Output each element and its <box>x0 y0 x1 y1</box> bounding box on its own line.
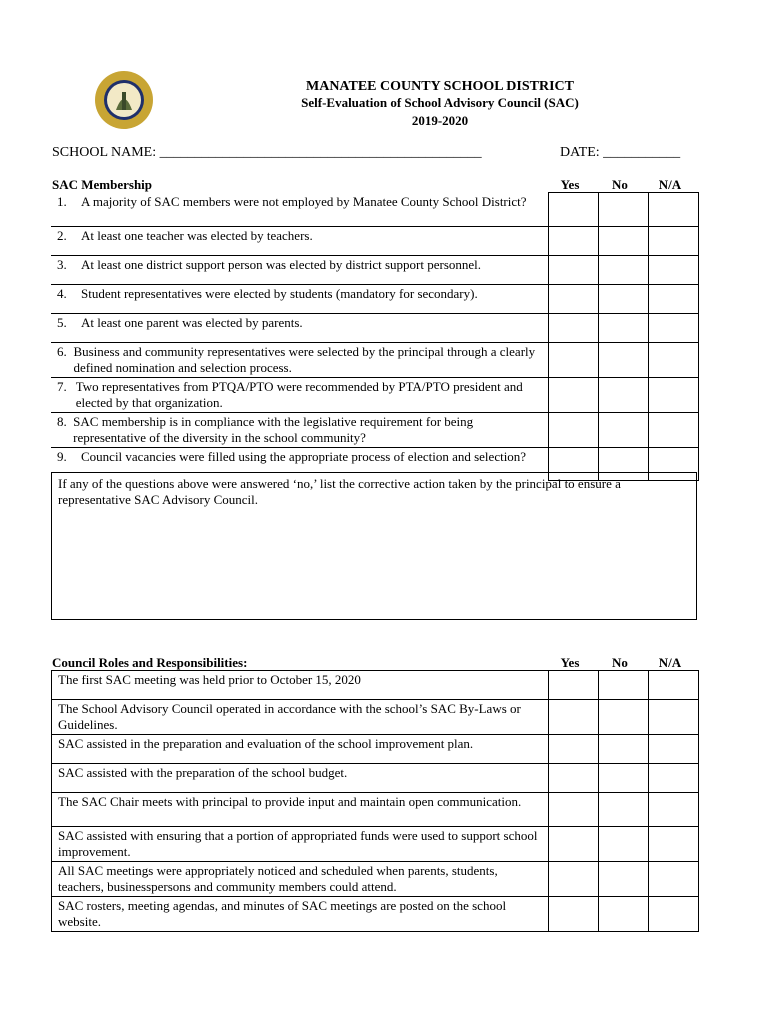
question-number: 8. <box>57 414 67 429</box>
answer-cell-na[interactable] <box>649 671 699 700</box>
answer-cell-na[interactable] <box>649 793 699 827</box>
table-row <box>52 700 699 735</box>
corrective-prompt: If any of the questions above were answered ‘no,’ list the corrective action taken by the principal to ensure a representative SAC Advisory Council. <box>58 476 621 507</box>
question-text: Business and community representatives were selected by the principal through a clearly defined nomination and selection process. <box>73 344 536 375</box>
table-row <box>51 256 698 285</box>
responsibility-text: The first SAC meeting was held prior to October 15, 2020 <box>58 672 361 687</box>
question-text: At least one district support person was elected by district support personnel. <box>81 257 482 272</box>
roles-col-na: N/A <box>658 655 682 670</box>
answer-cell-na[interactable] <box>648 378 698 413</box>
responsibility-text: SAC assisted with the preparation of the school budget. <box>58 765 348 780</box>
answer-cell-na[interactable] <box>649 897 699 932</box>
table-row <box>51 285 698 314</box>
answer-cell-yes[interactable] <box>548 413 598 448</box>
table-row <box>51 343 698 378</box>
table-row <box>51 193 698 227</box>
answer-cell-yes[interactable] <box>549 897 599 932</box>
answer-cell-na[interactable] <box>649 700 699 735</box>
answer-cell-yes[interactable] <box>548 314 598 343</box>
responsibility-text: SAC assisted in the preparation and evaluation of the school improvement plan. <box>58 736 474 751</box>
col-yes: Yes <box>560 177 580 192</box>
answer-cell-yes[interactable] <box>548 285 598 314</box>
question-text: Two representatives from PTQA/PTO were recommended by PTA/PTO president and elected by that organization. <box>75 379 523 410</box>
answer-cell-yes[interactable] <box>549 764 599 793</box>
roles-col-no: No <box>612 655 628 670</box>
question-number: 2. <box>57 228 67 243</box>
roles-col-yes: Yes <box>560 655 580 670</box>
answer-cell-no[interactable] <box>599 671 649 700</box>
answer-cell-no[interactable] <box>598 193 648 227</box>
responsibility-text: SAC rosters, meeting agendas, and minutes of SAC meetings are posted on the school website. <box>58 898 507 929</box>
table-row <box>51 314 698 343</box>
membership-title: SAC Membership <box>52 177 153 192</box>
answer-cell-no[interactable] <box>599 700 649 735</box>
school-name-field[interactable]: SCHOOL NAME: ______________________________________________ <box>52 145 482 160</box>
date-field[interactable]: DATE: ___________ <box>560 145 681 160</box>
answer-cell-yes[interactable] <box>549 671 599 700</box>
table-row <box>52 764 699 793</box>
answer-cell-yes[interactable] <box>548 343 598 378</box>
answer-cell-no[interactable] <box>598 285 648 314</box>
answer-cell-no[interactable] <box>598 227 648 256</box>
answer-cell-yes[interactable] <box>549 827 599 862</box>
question-number: 9. <box>57 449 67 464</box>
answer-cell-yes[interactable] <box>549 735 599 764</box>
answer-cell-na[interactable] <box>649 764 699 793</box>
question-number: 7. <box>57 379 67 394</box>
table-row <box>52 793 699 827</box>
answer-cell-no[interactable] <box>598 314 648 343</box>
answer-cell-yes[interactable] <box>548 227 598 256</box>
roles-table <box>51 670 699 932</box>
col-na: N/A <box>658 177 682 192</box>
answer-cell-na[interactable] <box>648 256 698 285</box>
corrective-action-box[interactable] <box>51 472 697 620</box>
answer-cell-no[interactable] <box>598 413 648 448</box>
answer-cell-na[interactable] <box>648 413 698 448</box>
answer-cell-na[interactable] <box>649 827 699 862</box>
answer-cell-na[interactable] <box>648 227 698 256</box>
responsibility-text: The School Advisory Council operated in accordance with the school’s SAC By-Laws or Guidelines. <box>58 701 521 732</box>
answer-cell-no[interactable] <box>599 735 649 764</box>
table-row <box>52 671 699 700</box>
answer-cell-no[interactable] <box>599 862 649 897</box>
question-text: A majority of SAC members were not employed by Manatee County School District? <box>81 193 527 209</box>
table-row <box>51 227 698 256</box>
answer-cell-yes[interactable] <box>548 378 598 413</box>
question-text: Student representatives were elected by students (mandatory for secondary). <box>81 286 478 301</box>
question-number: 4. <box>57 286 67 301</box>
answer-cell-no[interactable] <box>599 827 649 862</box>
responsibility-text: SAC assisted with ensuring that a portion of appropriated funds were used to support school improvement. <box>58 828 538 859</box>
answer-cell-no[interactable] <box>599 897 649 932</box>
question-text: SAC membership is in compliance with the legislative requirement for being representative of the diversity in the school community? <box>73 414 474 445</box>
district-title: MANATEE COUNTY SCHOOL DISTRICT <box>306 79 574 94</box>
answer-cell-na[interactable] <box>648 343 698 378</box>
answer-cell-na[interactable] <box>648 193 698 227</box>
question-number: 3. <box>57 257 67 272</box>
responsibility-text: All SAC meetings were appropriately noticed and scheduled when parents, students, teachers, businesspersons and community members could attend. <box>58 863 498 894</box>
answer-cell-no[interactable] <box>598 343 648 378</box>
answer-cell-yes[interactable] <box>549 700 599 735</box>
answer-cell-yes[interactable] <box>549 862 599 897</box>
answer-cell-na[interactable] <box>649 735 699 764</box>
responsibility-text: The SAC Chair meets with principal to provide input and maintain open communication. <box>58 794 522 809</box>
answer-cell-no[interactable] <box>598 256 648 285</box>
table-row <box>52 735 699 764</box>
answer-cell-na[interactable] <box>648 314 698 343</box>
answer-cell-yes[interactable] <box>549 793 599 827</box>
membership-table <box>51 192 699 481</box>
question-number: 1. <box>57 193 67 209</box>
school-year: 2019-2020 <box>411 113 469 128</box>
answer-cell-na[interactable] <box>649 862 699 897</box>
table-row <box>51 378 698 413</box>
question-text: At least one parent was elected by parents. <box>81 315 303 330</box>
col-no: No <box>612 177 628 192</box>
answer-cell-yes[interactable] <box>548 256 598 285</box>
answer-cell-na[interactable] <box>648 285 698 314</box>
question-text: Council vacancies were filled using the appropriate process of election and selection? <box>81 449 527 464</box>
table-row <box>52 897 699 932</box>
form-subtitle: Self-Evaluation of School Advisory Council (SAC) <box>301 95 579 110</box>
question-text: At least one teacher was elected by teachers. <box>81 228 313 243</box>
table-row <box>52 827 699 862</box>
district-seal-icon <box>94 70 154 130</box>
question-number: 5. <box>57 315 67 330</box>
roles-title: Council Roles and Responsibilities: <box>52 655 248 670</box>
answer-cell-no[interactable] <box>599 764 649 793</box>
table-row <box>51 413 698 448</box>
answer-cell-no[interactable] <box>599 793 649 827</box>
question-number: 6. <box>57 344 67 359</box>
table-row <box>52 862 699 897</box>
answer-cell-no[interactable] <box>598 378 648 413</box>
answer-cell-yes[interactable] <box>548 193 598 227</box>
